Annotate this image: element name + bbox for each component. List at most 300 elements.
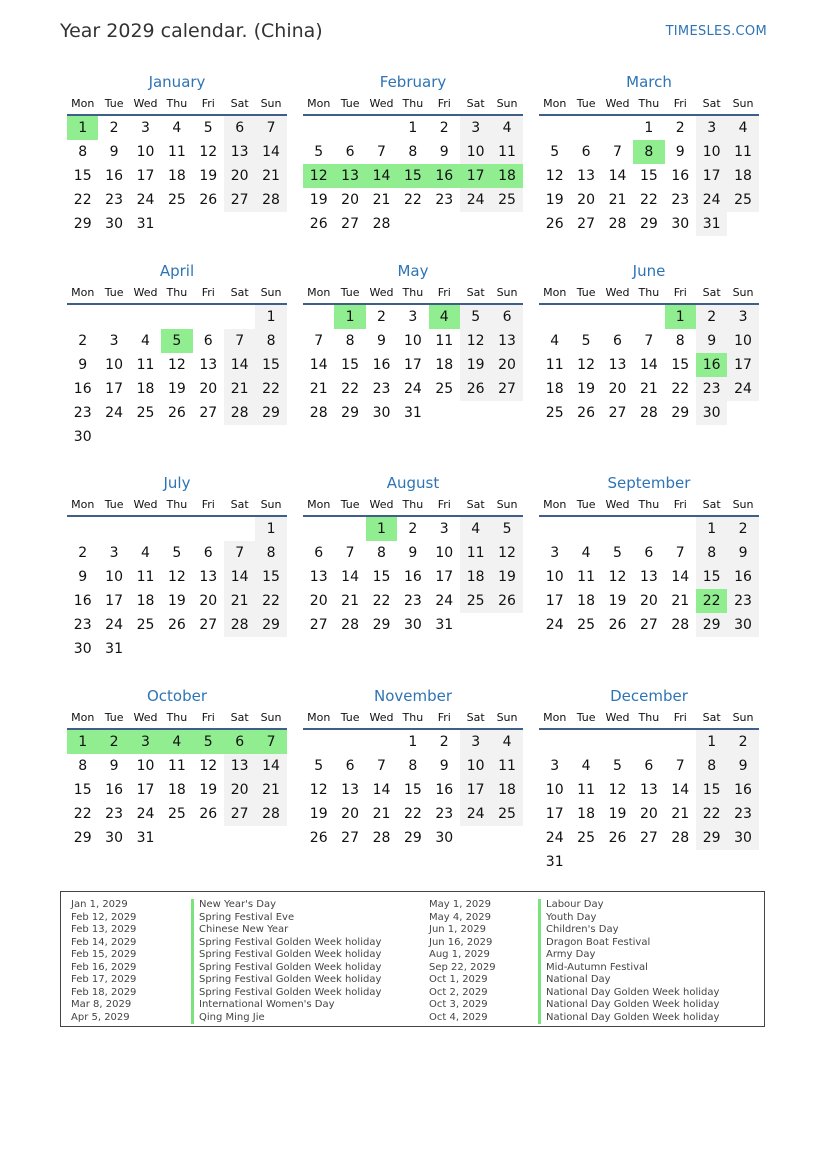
- day-cell: 27: [608, 405, 627, 421]
- empty-day-cell: [224, 637, 255, 661]
- week-row: [539, 305, 759, 329]
- day-cell: 6: [581, 144, 591, 160]
- empty-day-cell: [161, 425, 192, 449]
- empty-day-cell: [665, 730, 696, 754]
- week-row: [303, 353, 523, 377]
- weekday-label: Sat: [702, 97, 721, 110]
- day-cell: 30: [727, 826, 758, 850]
- legend-right-dates: [429, 899, 496, 1024]
- weekday-label: Sun: [732, 97, 754, 110]
- weekday-header: [67, 283, 287, 305]
- day-cell: 27: [309, 617, 328, 633]
- day-cell: 2: [109, 120, 119, 136]
- day-cell: 11: [491, 754, 522, 778]
- empty-day-cell: [303, 730, 334, 754]
- empty-day-cell: [570, 116, 601, 140]
- day-cell: 15: [73, 168, 92, 184]
- day-cell: 30: [727, 613, 758, 637]
- weekday-label: Wed: [369, 286, 394, 299]
- day-cell: 6: [613, 333, 622, 349]
- weekday-header: [539, 283, 759, 305]
- day-cell: 4: [141, 545, 150, 561]
- empty-day-cell: [633, 730, 664, 754]
- day-cell: 20: [341, 192, 359, 208]
- weekday-label: Sat: [702, 711, 721, 724]
- week-row: [539, 778, 759, 802]
- holiday-day-cell: 16: [429, 164, 460, 188]
- day-cell: 7: [675, 545, 685, 561]
- holiday-legend: [60, 891, 765, 1027]
- day-cell: 21: [608, 192, 627, 208]
- day-cell: 9: [78, 569, 88, 585]
- day-cell: 3: [550, 545, 560, 561]
- empty-day-cell: [67, 305, 98, 329]
- day-cell: 24: [727, 377, 758, 401]
- day-cell: 30: [73, 429, 92, 445]
- day-cell: 28: [639, 405, 658, 421]
- day-cell: 15: [403, 782, 422, 798]
- weekday-label: Fri: [673, 711, 687, 724]
- holiday-name: National Day Golden Week holiday: [538, 999, 719, 1012]
- day-cell: 10: [435, 545, 454, 561]
- day-cell: 5: [550, 144, 560, 160]
- weekday-header: [303, 708, 523, 730]
- empty-day-cell: [98, 425, 129, 449]
- day-cell: 11: [167, 144, 186, 160]
- day-cell: 27: [224, 802, 255, 826]
- empty-day-cell: [303, 517, 334, 541]
- weekday-label: Sun: [260, 97, 282, 110]
- day-cell: 25: [167, 806, 186, 822]
- weekday-label: Fri: [673, 286, 687, 299]
- month-april: [67, 260, 287, 449]
- month-february: [303, 71, 523, 236]
- day-cell: 22: [403, 806, 422, 822]
- weekday-header: [539, 94, 759, 116]
- empty-day-cell: [491, 401, 522, 425]
- day-cell: 16: [671, 168, 690, 184]
- day-cell: 12: [167, 569, 186, 585]
- day-cell: 5: [613, 545, 622, 561]
- weekday-header: [67, 708, 287, 730]
- holiday-day-cell: 7: [255, 730, 286, 754]
- empty-day-cell: [224, 517, 255, 541]
- empty-day-cell: [255, 212, 286, 236]
- empty-day-cell: [633, 850, 664, 874]
- holiday-day-cell: 1: [67, 730, 98, 754]
- holiday-date: Sep 22, 2029: [429, 961, 496, 973]
- weekday-label: Thu: [638, 97, 660, 110]
- day-cell: 27: [491, 377, 522, 401]
- day-cell: 23: [435, 192, 454, 208]
- week-row: [303, 377, 523, 401]
- day-cell: 20: [639, 593, 658, 609]
- empty-day-cell: [255, 637, 286, 661]
- day-cell: 1: [408, 734, 418, 750]
- weekday-label: Tue: [340, 711, 360, 724]
- empty-day-cell: [130, 425, 161, 449]
- holiday-name: Spring Festival Golden Week holiday: [191, 974, 381, 987]
- day-cell: 1: [408, 120, 418, 136]
- day-cell: 30: [435, 830, 454, 846]
- day-cell: 23: [727, 802, 758, 826]
- day-cell: 8: [78, 758, 88, 774]
- week-row: [303, 778, 523, 802]
- week-row: [539, 517, 759, 541]
- day-cell: 24: [460, 188, 491, 212]
- holiday-name: Spring Festival Golden Week holiday: [191, 962, 381, 975]
- day-cell: 27: [199, 405, 218, 421]
- weekday-label: Mon: [543, 711, 567, 724]
- weekday-header: [67, 495, 287, 517]
- weekday-label: Fri: [201, 97, 215, 110]
- day-cell: 17: [105, 381, 123, 397]
- empty-day-cell: [570, 517, 601, 541]
- weekday-label: Thu: [402, 711, 424, 724]
- day-cell: 31: [545, 854, 564, 870]
- day-cell: 14: [671, 569, 690, 585]
- empty-day-cell: [193, 425, 224, 449]
- day-cell: 2: [696, 305, 727, 329]
- empty-day-cell: [602, 517, 633, 541]
- empty-day-cell: [161, 637, 192, 661]
- weekday-label: Sun: [496, 498, 518, 511]
- day-cell: 12: [460, 329, 491, 353]
- day-cell: 8: [345, 333, 355, 349]
- day-cell: 29: [696, 613, 727, 637]
- week-row: [303, 401, 523, 425]
- day-cell: 29: [73, 830, 92, 846]
- day-cell: 11: [136, 569, 155, 585]
- empty-day-cell: [334, 116, 365, 140]
- day-cell: 27: [577, 216, 595, 232]
- month-title: September: [607, 474, 691, 492]
- day-cell: 28: [224, 401, 255, 425]
- weekday-label: Fri: [201, 286, 215, 299]
- month-november: [303, 685, 523, 850]
- site-brand-link[interactable]: TIMESLES.COM: [665, 24, 767, 39]
- day-cell: 30: [696, 401, 727, 425]
- day-cell: 2: [78, 545, 88, 561]
- day-cell: 27: [341, 216, 359, 232]
- empty-day-cell: [224, 212, 255, 236]
- day-cell: 10: [460, 140, 491, 164]
- day-cell: 17: [696, 164, 727, 188]
- empty-day-cell: [539, 116, 570, 140]
- day-cell: 28: [372, 830, 391, 846]
- weekday-label: Sun: [732, 286, 754, 299]
- day-cell: 15: [639, 168, 658, 184]
- empty-day-cell: [602, 305, 633, 329]
- day-cell: 15: [255, 353, 286, 377]
- month-title: August: [386, 474, 440, 492]
- day-cell: 22: [341, 381, 359, 397]
- empty-day-cell: [633, 517, 664, 541]
- weekday-label: Mon: [307, 286, 331, 299]
- holiday-name: Army Day: [538, 949, 719, 962]
- day-cell: 9: [109, 758, 119, 774]
- day-cell: 4: [550, 333, 560, 349]
- day-cell: 17: [435, 569, 454, 585]
- day-cell: 28: [671, 617, 690, 633]
- day-cell: 1: [696, 730, 727, 754]
- day-cell: 28: [341, 617, 359, 633]
- empty-day-cell: [67, 517, 98, 541]
- day-cell: 24: [460, 802, 491, 826]
- day-cell: 26: [309, 830, 328, 846]
- day-cell: 29: [696, 826, 727, 850]
- day-cell: 6: [203, 545, 213, 561]
- empty-day-cell: [460, 826, 491, 850]
- day-cell: 10: [545, 569, 564, 585]
- holiday-date: Mar 8, 2029: [71, 999, 132, 1010]
- empty-day-cell: [303, 305, 334, 329]
- empty-day-cell: [130, 517, 161, 541]
- day-cell: 3: [460, 730, 491, 754]
- month-march: [539, 71, 759, 236]
- weekday-label: Wed: [369, 498, 394, 511]
- day-cell: 28: [224, 613, 255, 637]
- page-title: Year 2029 calendar. (China): [60, 20, 323, 42]
- day-cell: 18: [545, 381, 564, 397]
- week-row: [539, 329, 759, 353]
- day-cell: 19: [309, 806, 328, 822]
- holiday-day-cell: 15: [397, 164, 428, 188]
- day-cell: 17: [727, 353, 758, 377]
- month-october: [67, 685, 287, 850]
- empty-day-cell: [130, 637, 161, 661]
- empty-day-cell: [130, 305, 161, 329]
- empty-day-cell: [161, 305, 192, 329]
- week-row: [67, 517, 287, 541]
- day-cell: 23: [727, 589, 758, 613]
- day-cell: 6: [345, 758, 355, 774]
- day-cell: 29: [639, 216, 658, 232]
- holiday-name: Qing Ming Jie: [191, 1012, 381, 1025]
- day-cell: 5: [203, 120, 213, 136]
- day-cell: 7: [255, 116, 286, 140]
- day-cell: 6: [491, 305, 522, 329]
- legend-left-names: [191, 899, 381, 1024]
- weekday-label: Wed: [605, 286, 630, 299]
- weekday-label: Sat: [466, 97, 485, 110]
- week-row: [539, 541, 759, 565]
- week-row: [67, 613, 287, 637]
- day-cell: 2: [377, 309, 386, 325]
- day-cell: 16: [105, 782, 123, 798]
- empty-day-cell: [429, 212, 460, 236]
- day-cell: 11: [491, 140, 522, 164]
- weekday-label: Mon: [307, 97, 331, 110]
- day-cell: 8: [255, 541, 286, 565]
- day-cell: 7: [224, 541, 255, 565]
- day-cell: 11: [167, 758, 186, 774]
- day-cell: 15: [696, 778, 727, 802]
- month-august: [303, 472, 523, 637]
- day-cell: 19: [460, 353, 491, 377]
- day-cell: 9: [408, 545, 418, 561]
- week-row: [67, 377, 287, 401]
- week-row: [539, 188, 759, 212]
- holiday-name: Spring Festival Golden Week holiday: [191, 987, 381, 1000]
- day-cell: 17: [460, 778, 491, 802]
- holiday-date: Jun 1, 2029: [429, 924, 486, 935]
- weekday-label: Tue: [340, 286, 360, 299]
- day-cell: 14: [608, 168, 627, 184]
- empty-day-cell: [193, 212, 224, 236]
- empty-day-cell: [193, 305, 224, 329]
- holiday-date: May 1, 2029: [429, 899, 492, 910]
- weekday-label: Thu: [638, 711, 660, 724]
- day-cell: 18: [167, 782, 186, 798]
- day-cell: 7: [377, 144, 386, 160]
- weekday-label: Tue: [576, 286, 596, 299]
- empty-day-cell: [303, 116, 334, 140]
- holiday-date: Feb 17, 2029: [71, 974, 137, 985]
- day-cell: 22: [696, 802, 727, 826]
- empty-day-cell: [224, 425, 255, 449]
- day-cell: 25: [460, 589, 491, 613]
- holiday-date: Oct 3, 2029: [429, 999, 488, 1010]
- week-row: [539, 377, 759, 401]
- day-cell: 16: [727, 778, 758, 802]
- day-cell: 31: [403, 405, 422, 421]
- day-cell: 25: [491, 188, 522, 212]
- holiday-name: International Women's Day: [191, 999, 381, 1012]
- week-row: [303, 164, 523, 188]
- weekday-label: Thu: [402, 97, 424, 110]
- month-title: January: [148, 73, 206, 91]
- weekday-header: [539, 708, 759, 730]
- weekday-header: [67, 94, 287, 116]
- day-cell: 22: [372, 593, 391, 609]
- day-cell: 31: [435, 617, 454, 633]
- day-cell: 13: [341, 782, 359, 798]
- weekday-label: Wed: [133, 711, 158, 724]
- day-cell: 31: [105, 641, 123, 657]
- day-cell: 12: [309, 782, 328, 798]
- day-cell: 5: [581, 333, 591, 349]
- weekday-label: Tue: [104, 97, 124, 110]
- holiday-day-cell: 18: [491, 164, 522, 188]
- day-cell: 26: [608, 830, 627, 846]
- week-row: [303, 754, 523, 778]
- month-title: July: [163, 474, 191, 492]
- day-cell: 29: [671, 405, 690, 421]
- weekday-label: Tue: [576, 711, 596, 724]
- day-cell: 17: [105, 593, 123, 609]
- holiday-day-cell: 12: [303, 164, 334, 188]
- day-cell: 31: [136, 830, 155, 846]
- day-cell: 22: [255, 589, 286, 613]
- week-row: [303, 613, 523, 637]
- day-cell: 3: [460, 116, 491, 140]
- empty-day-cell: [539, 730, 570, 754]
- weekday-label: Mon: [71, 97, 95, 110]
- day-cell: 27: [341, 830, 359, 846]
- holiday-date: Feb 15, 2029: [71, 949, 137, 960]
- weekday-label: Thu: [166, 286, 188, 299]
- weekday-label: Sun: [732, 498, 754, 511]
- week-row: [539, 140, 759, 164]
- day-cell: 20: [309, 593, 328, 609]
- day-cell: 4: [172, 120, 182, 136]
- week-row: [67, 730, 287, 754]
- day-cell: 16: [372, 357, 391, 373]
- day-cell: 2: [408, 521, 418, 537]
- day-cell: 26: [167, 617, 186, 633]
- holiday-day-cell: 1: [334, 305, 365, 329]
- week-row: [67, 826, 287, 850]
- day-cell: 19: [577, 381, 595, 397]
- day-cell: 23: [403, 593, 422, 609]
- week-row: [303, 565, 523, 589]
- day-cell: 26: [545, 216, 564, 232]
- day-cell: 1: [644, 120, 654, 136]
- day-cell: 24: [105, 617, 123, 633]
- day-cell: 4: [491, 730, 522, 754]
- day-cell: 21: [341, 593, 359, 609]
- day-cell: 5: [314, 758, 324, 774]
- day-cell: 16: [403, 569, 422, 585]
- day-cell: 2: [727, 517, 758, 541]
- day-cell: 10: [460, 754, 491, 778]
- empty-day-cell: [193, 517, 224, 541]
- weekday-label: Thu: [638, 498, 660, 511]
- holiday-name: Mid-Autumn Festival: [538, 962, 719, 975]
- day-cell: 25: [727, 188, 758, 212]
- weekday-label: Sat: [702, 498, 721, 511]
- holiday-name: Children's Day: [538, 924, 719, 937]
- day-cell: 11: [435, 333, 454, 349]
- day-cell: 24: [545, 830, 564, 846]
- empty-day-cell: [727, 401, 758, 425]
- month-december: [539, 685, 759, 874]
- week-row: [67, 541, 287, 565]
- day-cell: 28: [255, 188, 286, 212]
- day-cell: 14: [255, 140, 286, 164]
- day-cell: 16: [435, 782, 454, 798]
- day-cell: 19: [199, 782, 218, 798]
- day-cell: 1: [255, 517, 286, 541]
- day-cell: 2: [727, 730, 758, 754]
- day-cell: 8: [408, 758, 418, 774]
- month-title: June: [632, 262, 666, 280]
- day-cell: 13: [199, 357, 218, 373]
- empty-day-cell: [460, 401, 491, 425]
- weekday-label: Sat: [466, 498, 485, 511]
- day-cell: 13: [491, 329, 522, 353]
- day-cell: 4: [491, 116, 522, 140]
- day-cell: 12: [577, 357, 595, 373]
- weekday-label: Mon: [71, 286, 95, 299]
- weekday-label: Tue: [340, 97, 360, 110]
- weekday-header: [539, 495, 759, 517]
- day-cell: 19: [199, 168, 218, 184]
- weekday-label: Wed: [605, 97, 630, 110]
- day-cell: 21: [309, 381, 328, 397]
- day-cell: 11: [545, 357, 564, 373]
- holiday-date: Oct 4, 2029: [429, 1011, 488, 1023]
- month-june: [539, 260, 759, 425]
- day-cell: 30: [105, 830, 123, 846]
- week-row: [539, 802, 759, 826]
- day-cell: 23: [73, 617, 92, 633]
- weekday-label: Wed: [133, 498, 158, 511]
- weekday-label: Sat: [230, 498, 249, 511]
- day-cell: 26: [199, 806, 218, 822]
- empty-day-cell: [334, 730, 365, 754]
